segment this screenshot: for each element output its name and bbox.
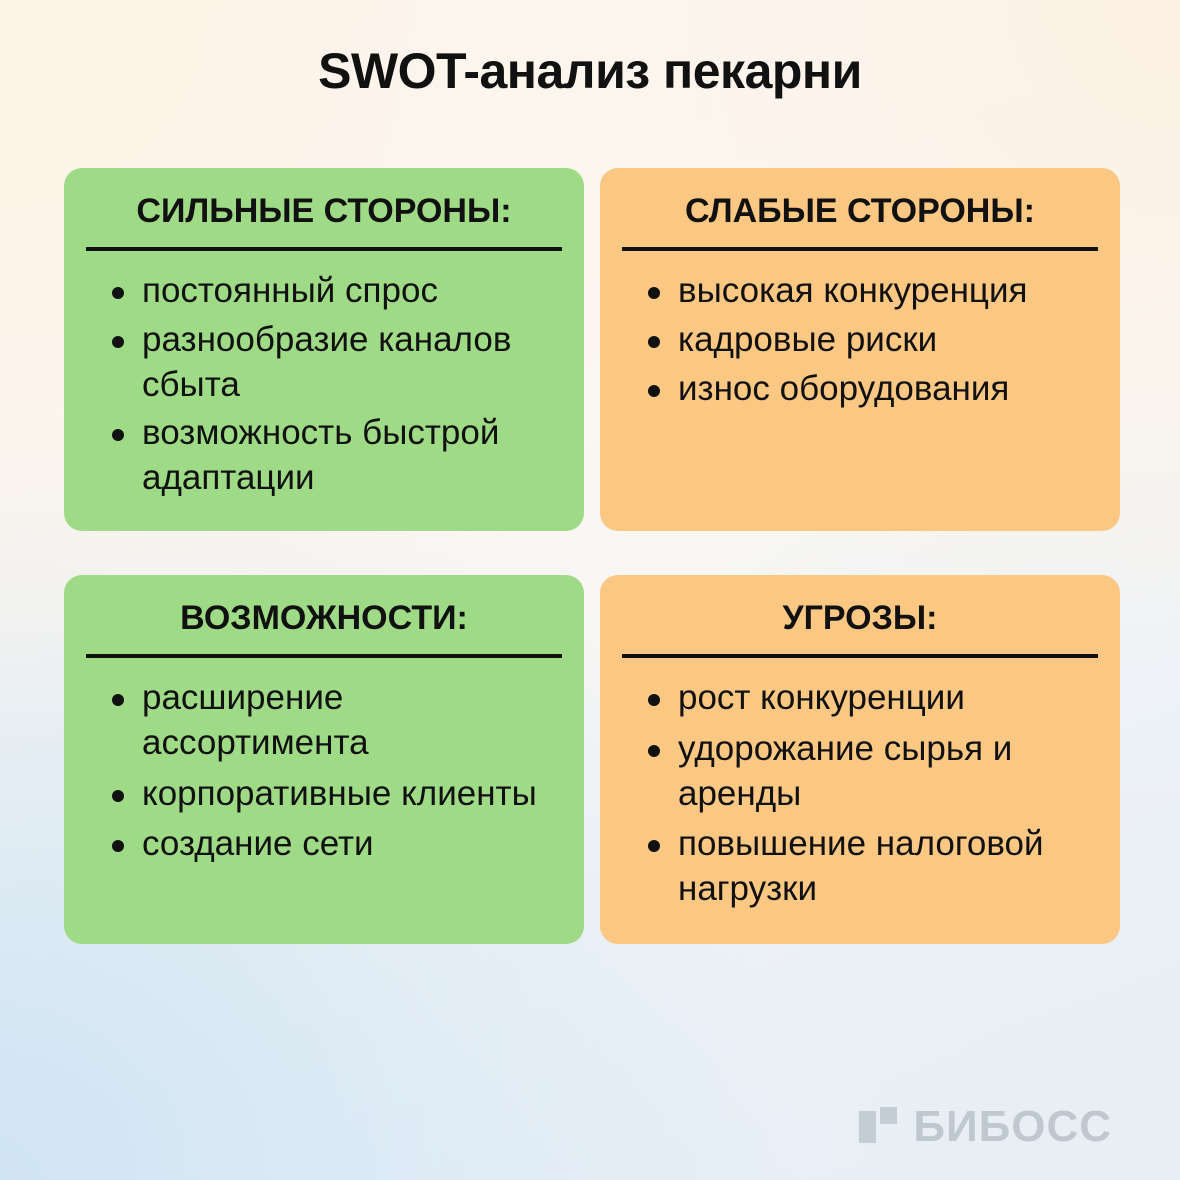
list-item xyxy=(86,822,562,867)
quadrant-strengths-heading: СИЛЬНЫЕ СТОРОНЫ: xyxy=(86,186,562,251)
list-item xyxy=(86,772,562,817)
bullet-icon xyxy=(112,790,124,802)
list-item-label: рост конкуренции xyxy=(678,677,965,717)
list-item xyxy=(622,822,1098,912)
list-item xyxy=(622,727,1098,817)
list-item-label: высокая конкуренция xyxy=(678,271,1028,310)
list-item xyxy=(86,676,562,766)
list-item xyxy=(86,318,562,408)
bullet-icon xyxy=(648,694,660,706)
bullet-icon xyxy=(112,840,124,852)
list-item-label: постоянный спрос xyxy=(142,271,438,310)
list-item-label: кадровые риски xyxy=(678,319,938,359)
biboss-watermark xyxy=(859,1102,1112,1152)
quadrant-strengths-list xyxy=(86,251,562,501)
quadrant-strengths xyxy=(64,168,584,531)
bullet-icon xyxy=(112,694,124,706)
biboss-logo-text: БИБОСС xyxy=(913,1102,1112,1151)
list-item xyxy=(86,269,562,314)
list-item-label: износ оборудования xyxy=(678,368,1010,408)
bullet-icon xyxy=(112,336,124,348)
bullet-icon xyxy=(648,840,660,852)
bullet-icon xyxy=(648,745,660,757)
quadrant-weaknesses-heading: СЛАБЫЕ СТОРОНЫ: xyxy=(622,186,1098,251)
list-item-label: удорожание сырья и аренды xyxy=(678,728,1013,813)
bullet-icon xyxy=(648,287,660,299)
list-item-label: повышение налоговой нагрузки xyxy=(678,824,1044,909)
list-item-label: возможность быстрой адаптации xyxy=(142,413,500,498)
quadrant-opportunities-heading: ВОЗМОЖНОСТИ: xyxy=(86,593,562,658)
list-item xyxy=(622,676,1098,721)
quadrant-opportunities-list xyxy=(86,658,562,867)
quadrant-weaknesses xyxy=(600,168,1120,531)
biboss-logo-icon xyxy=(859,1107,899,1147)
quadrant-opportunities xyxy=(64,575,584,944)
list-item xyxy=(622,318,1098,363)
list-item xyxy=(622,269,1098,314)
bullet-icon xyxy=(112,429,124,441)
swot-grid xyxy=(64,168,1120,944)
quadrant-threats-heading: УГРОЗЫ: xyxy=(622,593,1098,658)
list-item xyxy=(622,367,1098,412)
bullet-icon xyxy=(112,287,124,299)
list-item-label: разнообразие каналов сбыта xyxy=(142,319,512,404)
page-title: SWOT-анализ пекарни xyxy=(318,43,862,99)
list-item xyxy=(86,411,562,501)
bullet-icon xyxy=(648,336,660,348)
list-item-label: создание сети xyxy=(142,824,374,864)
quadrant-threats xyxy=(600,575,1120,944)
list-item-label: расширение ассортимента xyxy=(142,677,369,762)
quadrant-threats-list xyxy=(622,658,1098,912)
list-item-label: корпоративные клиенты xyxy=(142,773,537,813)
quadrant-weaknesses-list xyxy=(622,251,1098,411)
bullet-icon xyxy=(648,385,660,397)
